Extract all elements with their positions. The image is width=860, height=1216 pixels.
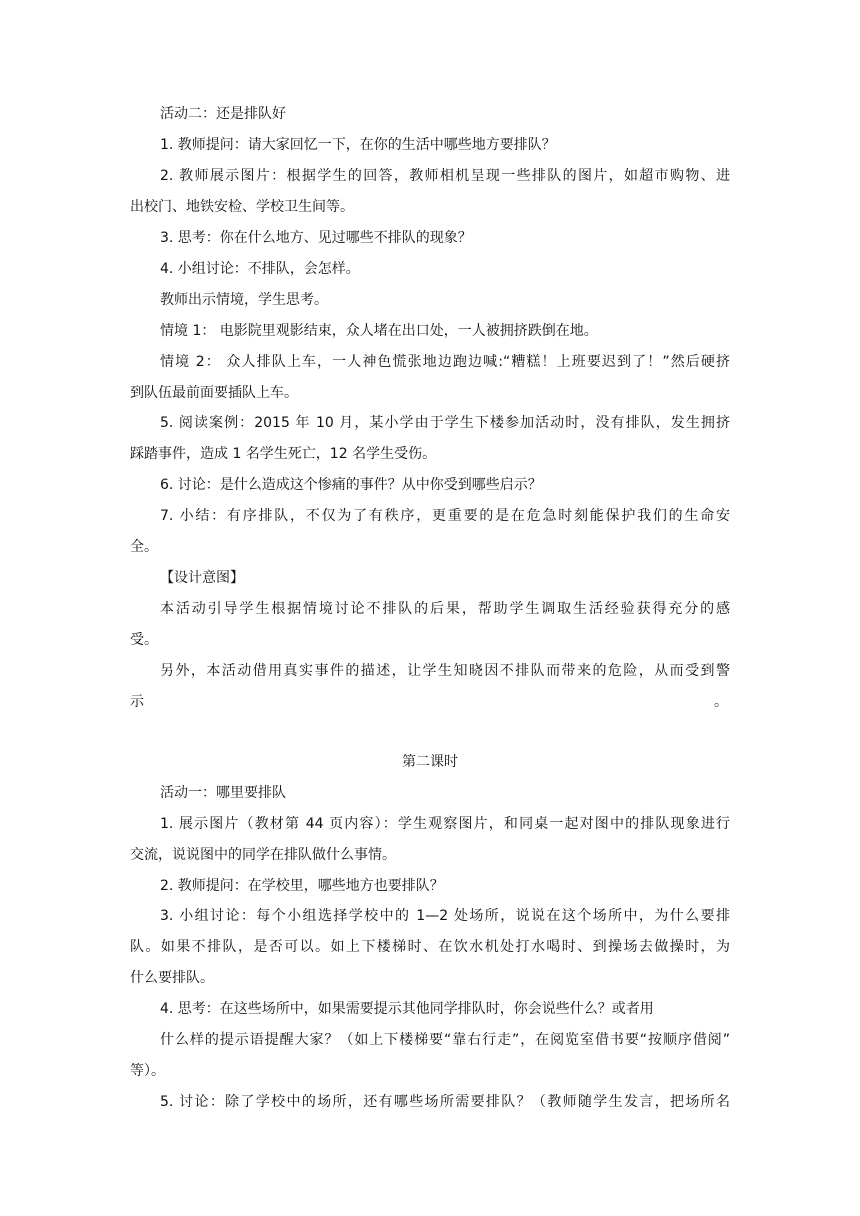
paragraph-p1-line1: 1. 展示图片（教材第 44 页内容）：学生观察图片，和同桌一起对图中的排队现象进行 bbox=[160, 816, 730, 832]
paragraph-q5-line2: 踩踏事件，造成 1 名学生死亡，12 名学生受伤。 bbox=[130, 446, 437, 462]
paragraph-scene2-line1: 情境 2： 众人排队上车，一人神色慌张地边跑边喊:“糟糕！上班要迟到了！”然后硬挤 bbox=[160, 354, 730, 370]
paragraph-q5-line1: 5. 阅读案例：2015 年 10 月，某小学由于学生下楼参加活动时，没有排队，发生拥挤 bbox=[160, 415, 730, 431]
paragraph-p3-line3: 什么要排队。 bbox=[130, 970, 214, 986]
activity-two-title: 活动二：还是排队好 bbox=[160, 106, 286, 122]
paragraph-q2-line1: 2. 教师展示图片：根据学生的回答，教师相机呈现一些排队的图片，如超市购物、进 bbox=[160, 168, 730, 184]
paragraph-p4-line3: 等）。 bbox=[130, 1063, 165, 1079]
paragraph-q6: 6. 讨论：是什么造成这个惨痛的事件？从中你受到哪些启示？ bbox=[160, 477, 542, 493]
design-paragraph2-line2-start: 示 bbox=[130, 694, 144, 710]
paragraph-q3: 3. 思考：你在什么地方、见过哪些不排队的现象？ bbox=[160, 230, 472, 246]
design-paragraph1-line1: 本活动引导学生根据情境讨论不排队的后果，帮助学生调取生活经验获得充分的感 bbox=[160, 601, 730, 617]
paragraph-scene2-line2: 到队伍最前面要插队上车。 bbox=[130, 385, 298, 401]
paragraph-p4-line1: 4. 思考：在这些场所中，如果需要提示其他同学排队时，你会说些什么？或者用 bbox=[160, 1001, 654, 1017]
paragraph-p1-line2: 交流，说说图中的同学在排队做什么事情。 bbox=[130, 847, 396, 863]
paragraph-q4: 4. 小组讨论：不排队，会怎样。 bbox=[160, 261, 360, 277]
paragraph-p2: 2. 教师提问：在学校里，哪些地方也要排队？ bbox=[160, 878, 444, 894]
paragraph-q1: 1. 教师提问：请大家回忆一下，在你的生活中哪些地方要排队？ bbox=[160, 137, 556, 153]
paragraph-p3-line2: 队。如果不排队，是否可以。如上下楼梯时、在饮水机处打水喝时、到操场去做操时，为 bbox=[130, 939, 730, 955]
design-intent-heading: 【设计意图】 bbox=[160, 570, 244, 586]
lesson-two-title: 第二课时 bbox=[402, 754, 458, 770]
design-paragraph1-line2: 受。 bbox=[130, 632, 158, 648]
paragraph-p5-line1: 5. 讨论：除了学校中的场所，还有哪些场所需要排队？（教师随学生发言，把场所名 bbox=[160, 1094, 730, 1110]
paragraph-p3-line1: 3. 小组讨论：每个小组选择学校中的 1—2 处场所，说说在这个场所中，为什么要排 bbox=[160, 908, 730, 924]
design-paragraph2-line1: 另外，本活动借用真实事件的描述，让学生知晓因不排队而带来的危险，从而受到警 bbox=[160, 663, 730, 679]
activity-one-title: 活动一：哪里要排队 bbox=[160, 785, 286, 801]
paragraph-q2-line2: 出校门、地铁安检、学校卫生间等。 bbox=[130, 199, 354, 215]
paragraph-q7-line1: 7. 小结：有序排队，不仅为了有秩序，更重要的是在危急时刻能保护我们的生命安 bbox=[160, 508, 730, 524]
paragraph-p4-line2: 什么样的提示语提醒大家？（如上下楼梯要“靠右行走”，在阅览室借书要“按顺序借阅” bbox=[160, 1032, 730, 1048]
paragraph-scene1: 情境 1： 电影院里观影结束，众人堵在出口处，一人被拥挤跌倒在地。 bbox=[160, 323, 598, 339]
paragraph-teacher-scenario: 教师出示情境，学生思考。 bbox=[160, 292, 328, 308]
paragraph-q7-line2: 全。 bbox=[130, 539, 158, 555]
design-paragraph2-line2-end: 。 bbox=[714, 694, 728, 710]
